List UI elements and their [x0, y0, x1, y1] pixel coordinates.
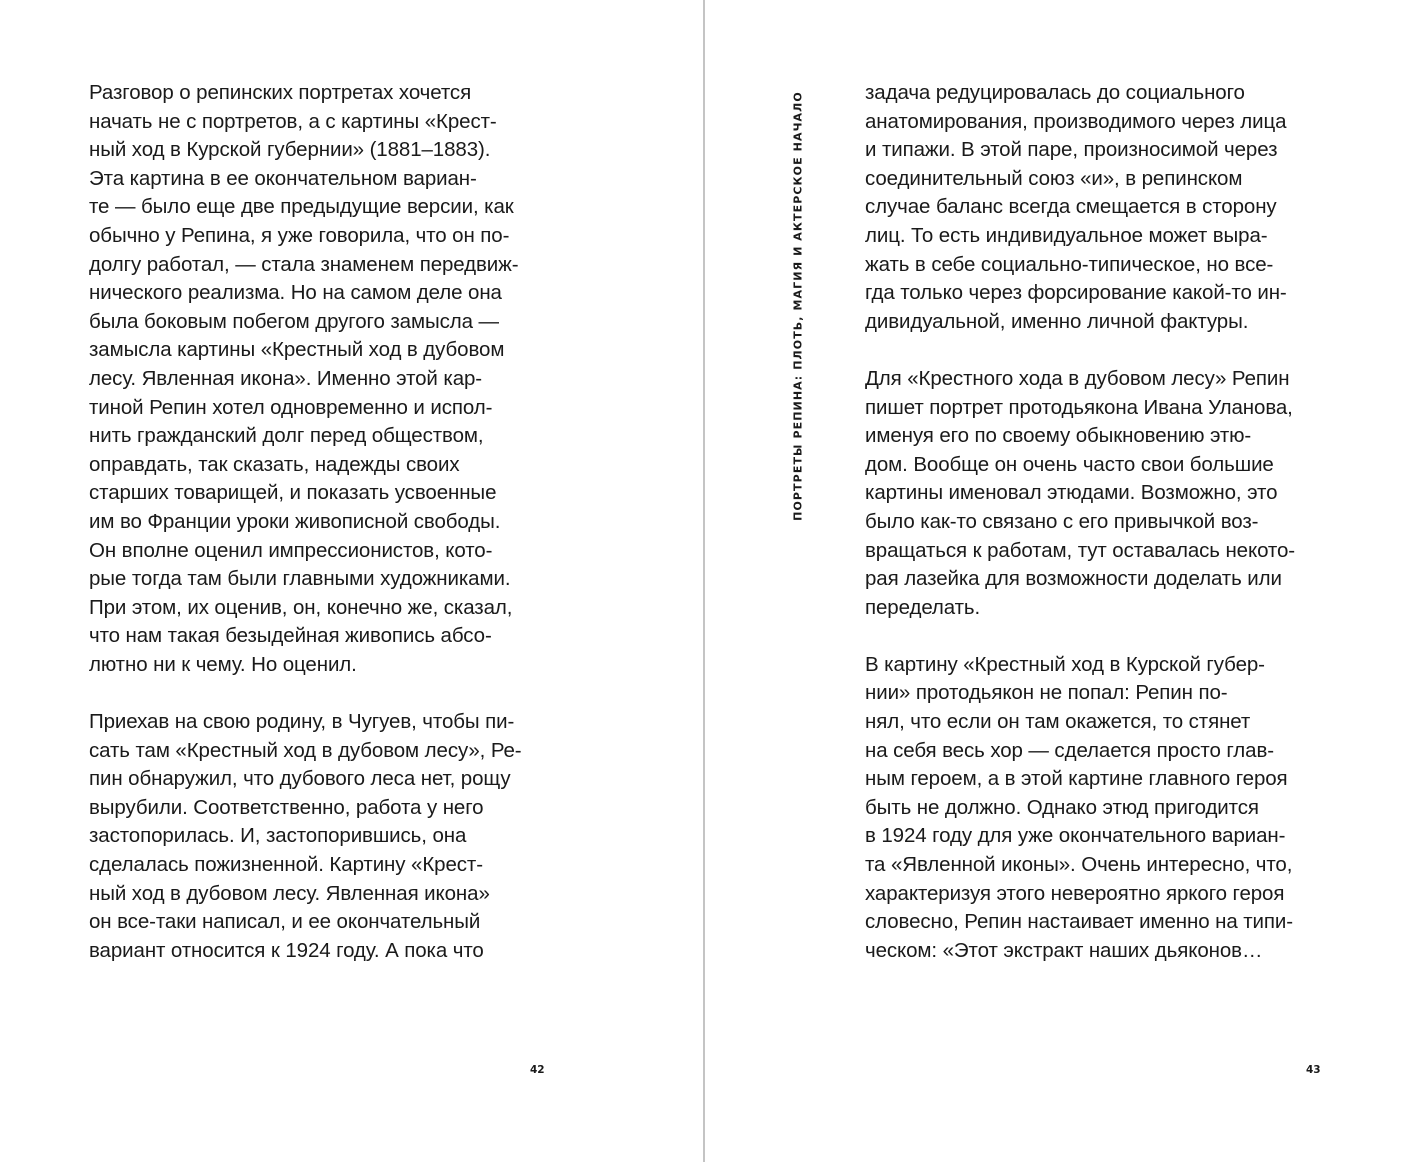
text-line: ный ход в дубовом лесу. Явленная икона»: [89, 881, 490, 905]
text-line: обычно у Репина, я уже говорила, что он по-: [89, 223, 510, 247]
text-line: сать там «Крестный ход в дубовом лесу», Ре-: [89, 738, 522, 762]
text-line: старших товарищей, и показать усвоенные: [89, 481, 497, 505]
text-line: жать в себе социально-типическое, но все-: [865, 252, 1274, 276]
text-line: те — было еще две предыдущие версии, как: [89, 195, 514, 219]
text-line: словесно, Репин настаивает именно на типи-: [865, 910, 1293, 934]
text-line: было как-то связано с его привычкой воз-: [865, 509, 1259, 533]
running-head-text: ПОРТРЕТЫ РЕПИНА: ПЛОТЬ, МАГИЯ И АКТЕРСКОЕ НАЧАЛО: [791, 91, 805, 521]
text-line: та «Явленной иконы». Очень интересно, что,: [865, 853, 1293, 877]
text-line: Он вполне оценил импрессионистов, кото-: [89, 538, 493, 562]
text-line: на себя весь хор — сделается просто глав-: [865, 738, 1274, 762]
text-line: в 1924 году для уже окончательного вариан-: [865, 824, 1286, 848]
text-line: ческом: «Этот экстракт наших дьяконов…: [865, 938, 1263, 962]
text-line: [89, 679, 569, 708]
text-line: сделалась пожизненной. Картину «Крест-: [89, 853, 483, 877]
text-line: им во Франции уроки живописной свободы.: [89, 509, 501, 533]
text-line: тиной Репин хотел одновременно и испол-: [89, 395, 493, 419]
text-line: вырубили. Соответственно, работа у него: [89, 795, 484, 819]
text-line: что нам такая безыдейная живопись абсо-: [89, 624, 492, 648]
text-line: При этом, их оценив, он, конечно же, сказал,: [89, 595, 513, 619]
text-line: [865, 336, 1345, 365]
text-line: Эта картина в ее окончательном вариан-: [89, 166, 477, 190]
text-line: рая лазейка для возможности доделать или: [865, 567, 1282, 591]
text-line: дом. Вообще он очень часто свои большие: [865, 452, 1274, 476]
text-line: долгу работал, — стала знаменем передвиж-: [89, 252, 519, 276]
text-line: замысла картины «Крестный ход в дубовом: [89, 338, 505, 362]
right-page-number: 43: [1306, 1064, 1321, 1076]
text-line: ным героем, а в этой картине главного героя: [865, 767, 1288, 791]
text-line: застопорилась. И, застопорившись, она: [89, 824, 467, 848]
text-line: рые тогда там были главными художниками.: [89, 567, 511, 591]
text-line: именуя его по своему обыкновению этю-: [865, 424, 1252, 448]
text-line: быть не должно. Однако этюд пригодится: [865, 795, 1259, 819]
text-line: вращаться к работам, тут оставалась некото-: [865, 538, 1296, 562]
text-line: вариант относится к 1924 году. А пока что: [89, 938, 484, 962]
text-line: ный ход в Курской губернии» (1881–1883).: [89, 138, 491, 162]
text-line: гда только через форсирование какой-то ин-: [865, 281, 1287, 305]
running-head: [788, 91, 808, 521]
text-line: Для «Крестного хода в дубовом лесу» Репин: [865, 366, 1290, 390]
text-line: лютно ни к чему. Но оценил.: [89, 652, 357, 676]
text-line: нического реализма. Но на самом деле она: [89, 281, 502, 305]
text-line: и типажи. В этой паре, произносимой через: [865, 138, 1278, 162]
text-line: пишет портрет протодьякона Ивана Уланова,: [865, 395, 1293, 419]
text-line: картины именовал этюдами. Возможно, это: [865, 481, 1278, 505]
text-line: случае баланс всегда смещается в сторону: [865, 195, 1277, 219]
page-gutter: [703, 0, 705, 1162]
left-page-text: [89, 79, 569, 965]
text-line: он все-таки написал, и ее окончательный: [89, 910, 481, 934]
text-line: Разговор о репинских портретах хочется: [89, 81, 472, 104]
text-line: оправдать, так сказать, надежды своих: [89, 452, 460, 476]
text-line: лиц. То есть индивидуальное может выра-: [865, 223, 1268, 247]
text-line: анатомирования, производимого через лица: [865, 109, 1287, 133]
text-line: соединительный союз «и», в репинском: [865, 166, 1243, 190]
text-line: пин обнаружил, что дубового леса нет, рощу: [89, 767, 511, 791]
text-line: В картину «Крестный ход в Курской губер-: [865, 652, 1265, 676]
text-line: характеризуя этого невероятно яркого героя: [865, 881, 1285, 905]
text-line: переделать.: [865, 595, 981, 619]
text-line: [865, 622, 1345, 651]
text-line: дивидуальной, именно личной фактуры.: [865, 309, 1249, 333]
text-line: начать не с портретов, а с картины «Крест-: [89, 109, 497, 133]
text-line: нить гражданский долг перед обществом,: [89, 424, 484, 448]
text-line: Приехав на свою родину, в Чугуев, чтобы пи-: [89, 710, 515, 734]
text-line: нии» протодьякон не попал: Репин по-: [865, 681, 1228, 705]
right-page: [706, 0, 1410, 1162]
text-line: была боковым побегом другого замысла —: [89, 309, 499, 333]
left-page: [0, 0, 704, 1162]
text-line: нял, что если он там окажется, то стянет: [865, 710, 1251, 734]
right-page-text: [865, 79, 1345, 965]
left-page-number: 42: [530, 1064, 545, 1076]
text-line: лесу. Явленная икона». Именно этой кар-: [89, 366, 483, 390]
text-line: задача редуцировалась до социального: [865, 81, 1245, 104]
